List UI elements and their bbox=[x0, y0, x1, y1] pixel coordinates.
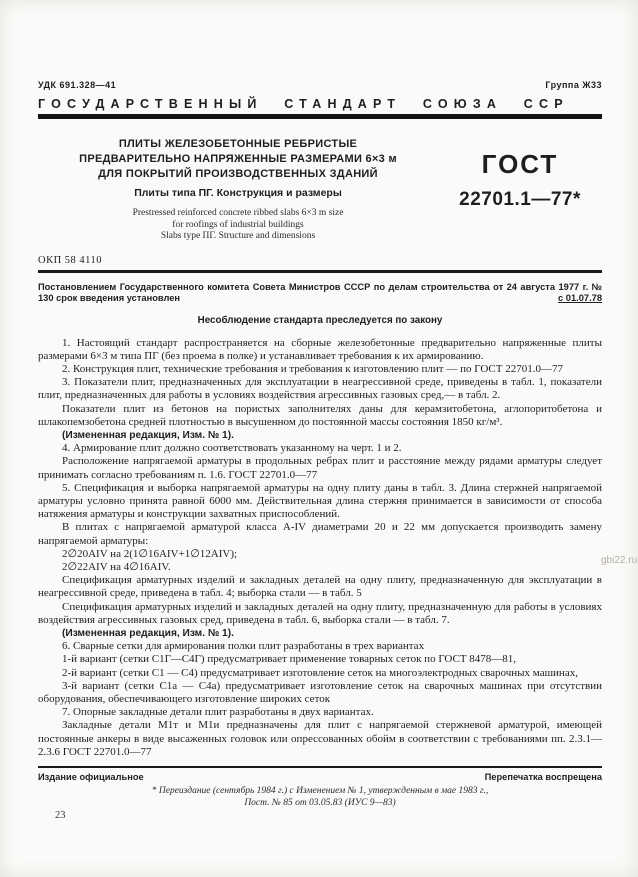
body-paragraph: 6. Сварные сетки для армирования полки плит разработаны в трех вариантах bbox=[62, 640, 425, 653]
body-text bbox=[38, 337, 602, 760]
top-meta-row bbox=[38, 80, 602, 90]
doc-title-line1: ПЛИТЫ ЖЕЛЕЗОБЕТОННЫЕ РЕБРИСТЫЕ bbox=[118, 138, 358, 150]
body-paragraph: 3. Показатели плит, предназначенных для эксплуатации в неагрессивной среде, приведены в табл. 1, показатели плит, предназначенных для работы в условиях воздействия агрессивных газовых сред,— в табл. 2. bbox=[38, 376, 602, 402]
reprint-prohibited-label: Перепечатка воспрещена bbox=[484, 772, 602, 782]
group-label: Группа Ж33 bbox=[545, 80, 602, 90]
body-paragraph: 3-й вариант (сетки С1а — С4а) предусматривает изготовление сеток на сварочных машинах при отсутствии оборудования, обеспечивающего изготовление широких сеток bbox=[38, 679, 602, 705]
law-notice: Несоблюдение стандарта преследуется по закону bbox=[197, 314, 443, 326]
body-paragraph: 1-й вариант (сетки С1Г—С4Г) предусматривает применение товарных сеток по ГОСТ 8478—81, bbox=[62, 653, 517, 666]
body-paragraph: Спецификация арматурных изделий и закладных деталей на одну плиту, предназначенную для эксплуатации в неагрессивной среде, приведена в табл. 4; выборка стали — в табл. 5 bbox=[38, 574, 602, 600]
amendment-note: (Измененная редакция, Изм. № 1). bbox=[62, 627, 234, 639]
footer-row bbox=[38, 772, 602, 782]
gost-label: ГОСТ bbox=[481, 149, 559, 179]
doc-title-line2: ПРЕДВАРИТЕЛЬНО НАПРЯЖЕННЫЕ РАЗМЕРАМИ 6×3 м bbox=[79, 153, 397, 165]
footer-rule bbox=[38, 766, 602, 768]
title-block bbox=[38, 137, 438, 243]
body-paragraph: 7. Опорные закладные детали плит разработаны в двух вариантах. bbox=[62, 706, 374, 719]
decree-text: Постановлением Государственного комитета Совета Министров СССР по делам строительства от 24 августа 1977 г. № 130 срок введения установлен bbox=[38, 281, 602, 303]
page-number: 23 bbox=[55, 810, 66, 821]
reissue-footnote bbox=[38, 785, 602, 809]
body-paragraph: 2-й вариант (сетки С1 — С4) предусматривает изготовление сеток на многоэлектродных сварочных машинах, bbox=[62, 666, 578, 679]
official-edition-label: Издание официальное bbox=[38, 772, 144, 782]
doc-title-line3: ДЛЯ ПОКРЫТИЙ ПРОИЗВОДСТВЕННЫХ ЗДАНИЙ bbox=[98, 168, 378, 180]
site-watermark: gbi22.ru bbox=[601, 555, 638, 566]
okp-code: ОКП 58 4110 bbox=[38, 254, 103, 266]
doc-subtitle-en-line2: for roofings of industrial buildings bbox=[172, 219, 304, 230]
body-paragraph: В плитах с напрягаемой арматурой класса А-IV диаметрами 20 и 22 мм допускается производить замену напрягаемой арматуры: bbox=[38, 521, 602, 547]
decree-paragraph bbox=[38, 282, 602, 305]
doc-subtitle-en-line3: Slabs type ПГ. Structure and dimensions bbox=[160, 231, 316, 241]
doc-title bbox=[38, 137, 438, 182]
body-paragraph: 5. Спецификация и выборка напрягаемой арматуры на одну плиту даны в табл. 3. Длина стержней напрягаемой арматуры условно принята равной 6000 мм. Действительная длина стержня принимается в зависимости от способа натяжения арматуры и конструкции захватных приспособлений. bbox=[38, 481, 602, 521]
doc-subtitle-en-line1: Prestressed reinforced concrete ribbed slabs 6×3 m size bbox=[132, 208, 344, 218]
body-paragraph: 4. Армирование плит должно соответствовать указанному на черт. 1 и 2. bbox=[62, 442, 402, 455]
effective-date: с 01.07.78 bbox=[552, 293, 602, 305]
header-rule-bar bbox=[38, 114, 602, 119]
rebar-substitution-formula: 2∅22АIV на 4∅16АIV. bbox=[62, 560, 171, 573]
amendment-note: (Измененная редакция, Изм. № 1). bbox=[62, 429, 234, 441]
standard-union-header: ГОСУДАРСТВЕННЫЙ СТАНДАРТ СОЮЗА ССР bbox=[38, 97, 569, 111]
doc-subtitle-ru: Плиты типа ПГ. Конструкция и размеры bbox=[134, 187, 342, 199]
body-paragraph: 1. Настоящий стандарт распространяется на сборные железобетонные предварительно напряженные плиты размерами 6×3 м типа ПГ (без проема в полке) и устанавливает требования к их армированию. bbox=[38, 336, 602, 362]
body-paragraph: Закладные детали М1т и М1и предназначены для плит с напрягаемой стержневой арматурой, имеющей постоянные анкеры в виде высаженных головок или опрессованных обойм в соответствии с требованиями пп. 2.3.1—2.3.6 ГОСТ 22701.0—77 bbox=[38, 719, 602, 758]
body-paragraph: Спецификация арматурных изделий и закладных деталей на одну плиту, предназначенную для работы в условиях воздействия агрессивных газовых сред, приведена в табл. 6, выборка стали — в табл. 7. bbox=[38, 600, 602, 626]
title-section bbox=[38, 137, 602, 243]
gost-designation bbox=[438, 137, 602, 243]
body-paragraph: Показатели плит из бетонов на пористых заполнителях даны для керамзитобетона, аглопоритобетона и шлакопемзобетона средней плотностью в высушенном до постоянной массы состояния 1850 кг/м³. bbox=[38, 402, 602, 428]
reissue-footnote-line2: Пост. № 85 от 03.05.83 (ИУС 9—83) bbox=[244, 798, 396, 808]
page-content bbox=[38, 80, 602, 809]
divider-rule bbox=[38, 270, 602, 273]
reissue-footnote-line1: * Переиздание (сентябрь 1984 г.) с Изменением № 1, утвержденным в мае 1983 г., bbox=[151, 786, 489, 796]
body-paragraph: Расположение напрягаемой арматуры в продольных ребрах плит и расстояние между рядами арматуры следует принимать согласно требованиям п. 1.6. ГОСТ 22701.0—77 bbox=[38, 455, 602, 481]
gost-number: 22701.1—77* bbox=[459, 189, 581, 210]
doc-subtitle-en bbox=[38, 208, 438, 243]
body-paragraph: 2. Конструкция плит, технические требования и требования к изготовлению плит — по ГОСТ 22701.0—77 bbox=[62, 362, 563, 375]
udk-label: УДК 691.328—41 bbox=[38, 80, 117, 90]
rebar-substitution-formula: 2∅20АIV на 2(1∅16АIV+1∅12АIV); bbox=[62, 547, 238, 560]
